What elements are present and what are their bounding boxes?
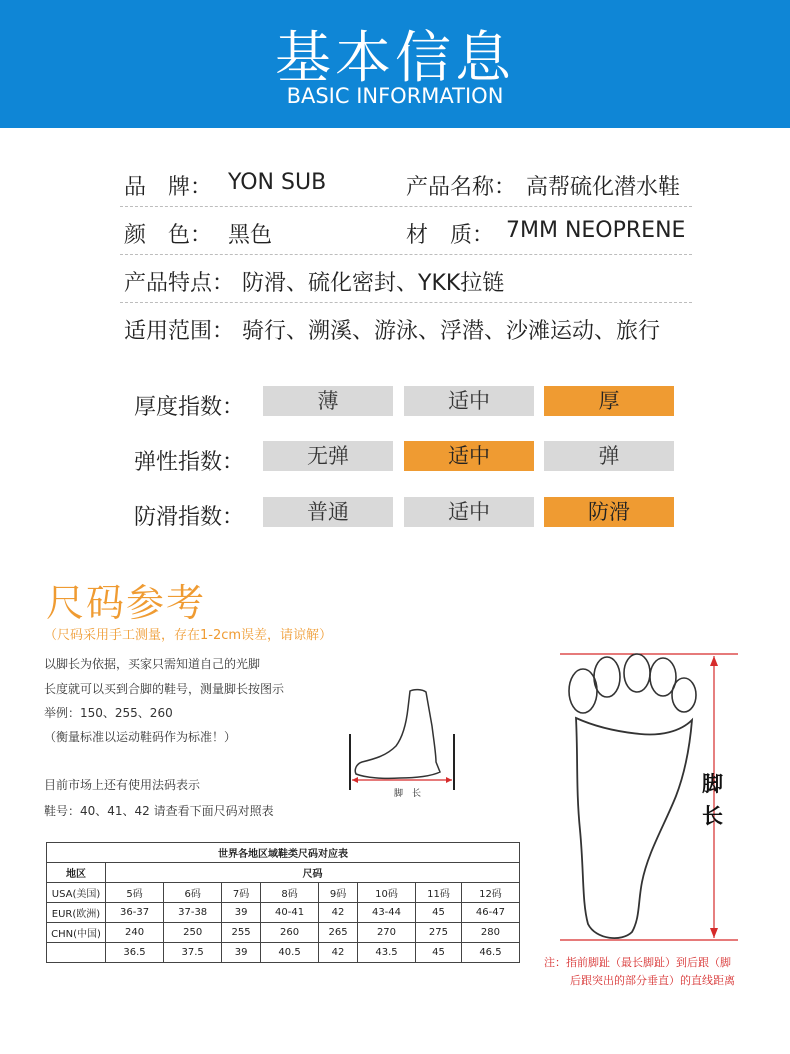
size-paragraph: 目前市场上还有使用法码表示 bbox=[44, 778, 201, 792]
table-header-row bbox=[47, 863, 520, 883]
foot-length-label-1: 脚 bbox=[702, 772, 723, 796]
material-value: 7MM NEOPRENE bbox=[506, 218, 686, 243]
size-conversion-table bbox=[46, 842, 520, 963]
features-value: 防滑、硫化密封、YKK拉链 bbox=[242, 271, 505, 296]
table-title-row bbox=[47, 843, 520, 863]
shoe-length-label: 脚 长 bbox=[394, 789, 422, 799]
brand-label: 品 牌： bbox=[124, 175, 213, 200]
size-cell: 45 bbox=[416, 943, 462, 963]
region-cell: USA(美国) bbox=[47, 883, 106, 903]
antislip-option-medium: 适中 bbox=[404, 497, 534, 527]
elasticity-option-none: 无弹 bbox=[263, 441, 393, 471]
foot-note: 后跟突出的部分垂直）的直线距离 bbox=[570, 974, 735, 987]
elasticity-option-elastic: 弹 bbox=[544, 441, 674, 471]
table-title: 世界各地区域鞋类尺码对应表 bbox=[47, 843, 520, 863]
usage-label: 适用范围： bbox=[124, 319, 235, 344]
size-cell: 275 bbox=[416, 923, 462, 943]
divider bbox=[120, 302, 692, 303]
size-cell: 270 bbox=[357, 923, 415, 943]
size-cell: 280 bbox=[461, 923, 519, 943]
region-cell: CHN(中国) bbox=[47, 923, 106, 943]
color-label: 颜 色： bbox=[124, 223, 213, 248]
size-cell: 43.5 bbox=[357, 943, 415, 963]
elasticity-option-medium: 适中 bbox=[404, 441, 534, 471]
size-cell: 260 bbox=[261, 923, 319, 943]
size-cell: 46-47 bbox=[461, 903, 519, 923]
size-cell: 46.5 bbox=[461, 943, 519, 963]
info-row-features bbox=[120, 258, 692, 304]
antislip-index-label: 防滑指数： bbox=[134, 505, 245, 530]
size-cell: 250 bbox=[164, 923, 222, 943]
header-subtitle: BASIC INFORMATION bbox=[286, 84, 504, 108]
thickness-option-thick: 厚 bbox=[544, 386, 674, 416]
brand-value: YON SUB bbox=[228, 170, 327, 195]
size-cell: 36-37 bbox=[106, 903, 164, 923]
antislip-option-normal: 普通 bbox=[263, 497, 393, 527]
size-cell: 43-44 bbox=[357, 903, 415, 923]
size-cell: 36.5 bbox=[106, 943, 164, 963]
size-cell: 37.5 bbox=[164, 943, 222, 963]
size-cell: 7码 bbox=[222, 883, 261, 903]
color-value: 黑色 bbox=[228, 223, 273, 248]
thickness-option-medium: 适中 bbox=[404, 386, 534, 416]
size-cell: 10码 bbox=[357, 883, 415, 903]
region-header: 地区 bbox=[47, 863, 106, 883]
size-cell: 39 bbox=[222, 943, 261, 963]
info-row-usage bbox=[120, 306, 692, 352]
foot-length-label-2: 长 bbox=[702, 804, 723, 828]
size-cell: 40.5 bbox=[261, 943, 319, 963]
region-cell: EUR(欧洲) bbox=[47, 903, 106, 923]
thickness-index-label: 厚度指数： bbox=[134, 395, 245, 420]
size-cell: 5码 bbox=[106, 883, 164, 903]
size-cell: 9码 bbox=[319, 883, 358, 903]
usage-value: 骑行、溯溪、游泳、浮潜、沙滩运动、旅行 bbox=[242, 319, 661, 344]
size-cell: 8码 bbox=[261, 883, 319, 903]
size-cell: 6码 bbox=[164, 883, 222, 903]
size-paragraph: 长度就可以买到合脚的鞋号，测量脚长按图示 bbox=[44, 682, 285, 696]
divider bbox=[120, 206, 692, 207]
features-label: 产品特点： bbox=[124, 271, 235, 296]
elasticity-index-label: 弹性指数： bbox=[134, 450, 245, 475]
divider bbox=[120, 254, 692, 255]
header-title: 基本信息 bbox=[275, 26, 515, 91]
size-paragraph: （衡量标准以运动鞋码作为标准！） bbox=[44, 730, 237, 744]
size-section-title: 尺码参考 bbox=[46, 581, 207, 625]
table-row bbox=[47, 883, 520, 903]
table-row bbox=[47, 943, 520, 963]
size-cell: 255 bbox=[222, 923, 261, 943]
size-cell: 39 bbox=[222, 903, 261, 923]
foot-note: 注：指前脚趾（最长脚趾）到后跟（脚 bbox=[544, 956, 731, 969]
table-row bbox=[47, 923, 520, 943]
antislip-option-antislip: 防滑 bbox=[544, 497, 674, 527]
size-cell: 240 bbox=[106, 923, 164, 943]
shoe-outline-icon bbox=[340, 686, 470, 802]
size-cell: 45 bbox=[416, 903, 462, 923]
region-cell bbox=[47, 943, 106, 963]
size-cell: 42 bbox=[319, 903, 358, 923]
product-name-value: 高帮硫化潜水鞋 bbox=[526, 175, 681, 200]
info-row-color bbox=[120, 210, 692, 256]
info-row-brand bbox=[120, 162, 692, 208]
size-note: （尺码采用手工测量，存在1-2cm误差，请谅解） bbox=[44, 628, 333, 643]
size-paragraph: 以脚长为依据，买家只需知道自己的光脚 bbox=[44, 657, 261, 671]
size-cell: 42 bbox=[319, 943, 358, 963]
size-cell: 40-41 bbox=[261, 903, 319, 923]
size-cell: 265 bbox=[319, 923, 358, 943]
size-header: 尺码 bbox=[106, 863, 520, 883]
table-row bbox=[47, 903, 520, 923]
thickness-option-thin: 薄 bbox=[263, 386, 393, 416]
material-label: 材 质： bbox=[406, 223, 495, 248]
product-name-label: 产品名称： bbox=[406, 175, 517, 200]
size-paragraph: 鞋号：40、41、42 请查看下面尺码对照表 bbox=[44, 804, 274, 818]
size-paragraph: 举例：150、255、260 bbox=[44, 706, 173, 720]
size-cell: 11码 bbox=[416, 883, 462, 903]
size-cell: 12码 bbox=[461, 883, 519, 903]
size-cell: 37-38 bbox=[164, 903, 222, 923]
